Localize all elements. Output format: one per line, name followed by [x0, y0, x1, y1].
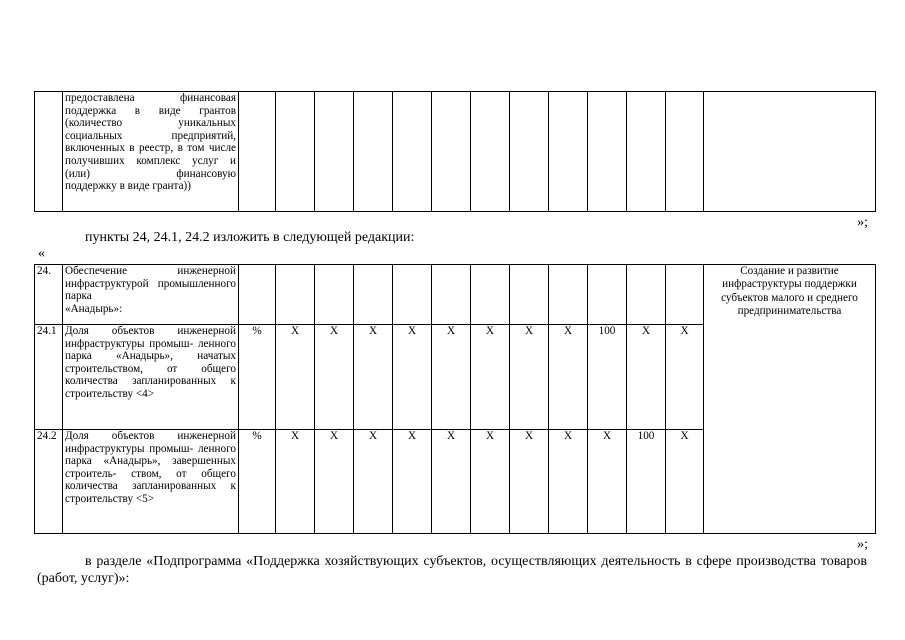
value-cell: X	[471, 430, 510, 534]
value-cell	[354, 92, 393, 212]
description-line: ленного парка «Анадырь»,	[65, 337, 236, 363]
value-cell	[393, 265, 432, 325]
unit-cell	[239, 92, 276, 212]
row-number: 24.1	[35, 325, 63, 430]
description-line: общего количества	[65, 362, 237, 388]
value-cell	[471, 92, 510, 212]
description-line: инфраструктурой	[65, 277, 149, 290]
value-cell	[627, 265, 666, 325]
row-number-cell	[35, 92, 63, 212]
value-cell: X	[354, 325, 393, 430]
value-cell	[354, 265, 393, 325]
value-cell	[549, 265, 588, 325]
value-cell	[276, 265, 315, 325]
description-line: поддержка в виде грантов	[65, 104, 236, 117]
value-cell	[315, 265, 354, 325]
description-line: Доля объектов инженерной	[65, 325, 236, 337]
description-line: Доля объектов инженерной	[65, 430, 236, 442]
value-cell: X	[432, 430, 471, 534]
value-cell: 100	[588, 325, 627, 430]
indicator-table	[34, 264, 876, 534]
description-line: строительству <4>	[65, 387, 155, 400]
value-cell: X	[354, 430, 393, 534]
value-cell: X	[510, 430, 549, 534]
value-cell	[510, 92, 549, 212]
value-cell	[588, 265, 627, 325]
notes-cell	[704, 92, 876, 212]
value-cell	[315, 92, 354, 212]
section-instruction: в разделе «Подпрограмма «Поддержка хозяйствующих субъектов, осуществляющих деятельность в сфере производства товаров (работ, услуг)»:	[37, 554, 867, 586]
indicator-description	[63, 92, 239, 212]
description-line: (количество уникальных	[65, 117, 236, 130]
closing-quote: »;	[857, 537, 868, 552]
unit-cell: %	[239, 430, 276, 534]
row-number: 24.	[35, 265, 63, 325]
table-row	[35, 265, 876, 325]
value-cell: X	[276, 325, 315, 430]
value-cell	[588, 92, 627, 212]
value-cell: X	[393, 430, 432, 534]
value-cell: X	[393, 325, 432, 430]
description-line: «Анадырь»:	[65, 302, 123, 315]
description-line: предоставлена финансовая	[65, 92, 236, 104]
value-cell: X	[588, 430, 627, 534]
value-cell	[432, 265, 471, 325]
value-cell	[432, 92, 471, 212]
opening-quote: «	[38, 246, 45, 261]
value-cell	[276, 92, 315, 212]
description-line: включенных в реестр, в том	[65, 142, 205, 155]
description-line: запланированных к	[132, 375, 236, 388]
description-line: завершенных строитель-	[65, 455, 236, 480]
value-cell: X	[432, 325, 471, 430]
description-line: социальных предприятий,	[65, 129, 236, 142]
description-line: Обеспечение инженерной	[65, 265, 236, 277]
value-cell: X	[666, 325, 704, 430]
value-cell	[627, 92, 666, 212]
description-line: инфраструктуры промыш-	[65, 442, 194, 455]
description-line: числе получивших комплекс	[65, 142, 236, 167]
value-cell	[549, 92, 588, 212]
value-cell: 100	[627, 430, 666, 534]
value-cell: X	[276, 430, 315, 534]
value-cell: X	[471, 325, 510, 430]
description-line: ленного парка «Анадырь»,	[65, 442, 236, 468]
indicator-table-continuation	[34, 91, 876, 212]
value-cell: X	[315, 430, 354, 534]
description-line: ством, от общего количества	[65, 467, 236, 493]
value-cell	[510, 265, 549, 325]
indicator-description	[63, 325, 239, 430]
description-line: инфраструктуры промыш-	[65, 337, 194, 350]
unit-cell	[239, 265, 276, 325]
notes-cell: Создание и развитие инфраструктуры поддержки субъектов малого и среднего предпринимательства	[704, 265, 876, 534]
value-cell: X	[666, 430, 704, 534]
table-row	[35, 92, 876, 212]
description-line: строительству <5>	[65, 492, 155, 505]
description-line: промышленного парка	[65, 277, 236, 303]
value-cell	[393, 92, 432, 212]
value-cell	[666, 92, 704, 212]
description-line: запланированных к	[132, 480, 236, 493]
closing-quote: »;	[857, 215, 868, 230]
description-line: услуг и (или) финансовую	[65, 154, 237, 180]
value-cell: X	[627, 325, 666, 430]
description-line: поддержку в виде гранта))	[65, 180, 191, 193]
indicator-description	[63, 265, 239, 325]
row-number: 24.2	[35, 430, 63, 534]
unit-cell: %	[239, 325, 276, 430]
value-cell	[666, 265, 704, 325]
description-line: начатых строительством, от	[65, 350, 237, 375]
value-cell	[471, 265, 510, 325]
value-cell: X	[549, 430, 588, 534]
value-cell: X	[510, 325, 549, 430]
indicator-description	[63, 430, 239, 534]
value-cell: X	[549, 325, 588, 430]
value-cell: X	[315, 325, 354, 430]
amendment-instruction: пункты 24, 24.1, 24.2 изложить в следующей редакции:	[85, 230, 415, 245]
